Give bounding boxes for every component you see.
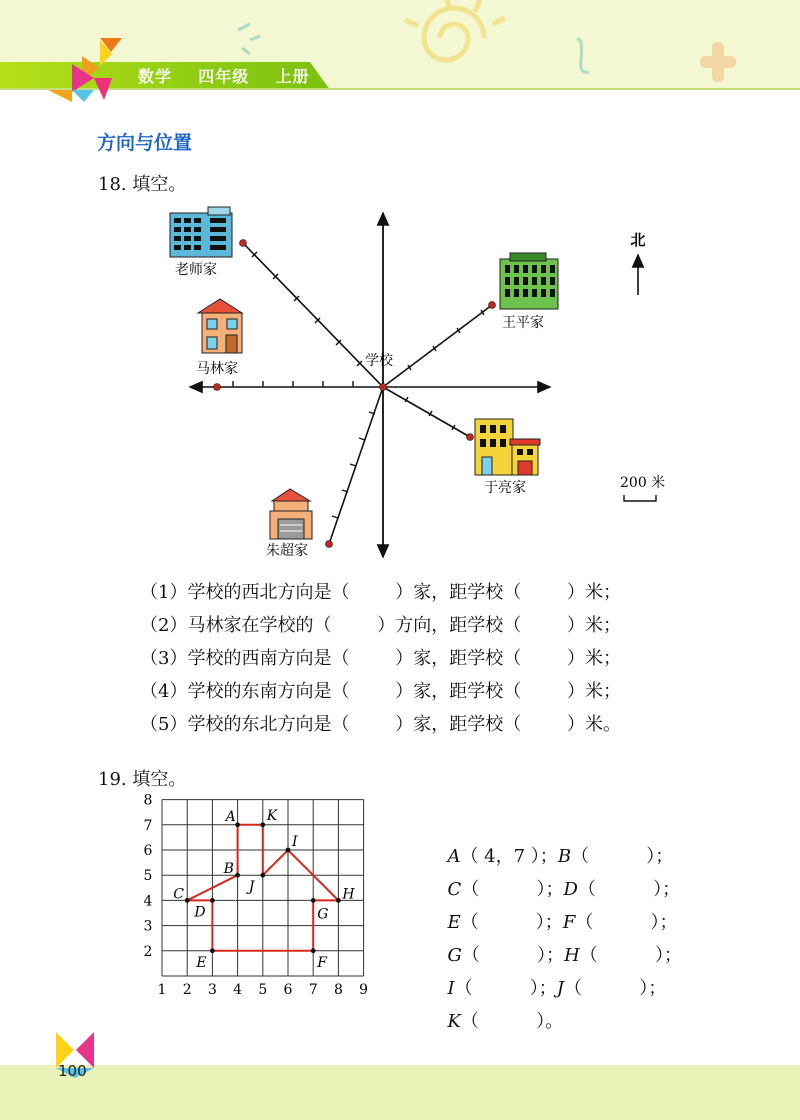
point-d-dot — [210, 898, 215, 903]
y-tick-label: 2 — [143, 943, 153, 960]
answer-blank: （ ）； — [571, 846, 674, 867]
point-k-label: K — [266, 807, 278, 824]
page-number: 100 — [58, 1062, 87, 1080]
zhu-home-dot — [326, 541, 333, 548]
point-h-dot — [336, 898, 341, 903]
answer-label: K — [447, 1011, 461, 1032]
point-e-label: E — [196, 954, 207, 971]
answer-label: B — [557, 846, 572, 867]
answer-label: E — [447, 912, 461, 933]
q18-line-5: （5）学校的东北方向是（ ）家，距学校（ ）米。 — [140, 714, 621, 735]
question-18-title: 18. 填空。 — [98, 174, 187, 195]
y-tick-label: 8 — [143, 792, 153, 809]
point-f-dot — [311, 948, 316, 953]
ray-teacher — [243, 243, 383, 387]
answer-label: J — [556, 978, 565, 999]
answer-blank: （ 4，7 ）； — [460, 846, 558, 867]
point-g-dot — [311, 898, 316, 903]
scale-label: 200 米 — [620, 475, 666, 491]
point-a-label: A — [225, 808, 236, 825]
y-tick-label: 3 — [143, 918, 153, 935]
x-tick-label: 6 — [283, 982, 293, 998]
answer-blank: （ ）； — [564, 978, 667, 999]
answer-blank: （ ）； — [577, 879, 681, 900]
ray-yu — [383, 387, 470, 437]
point-e-dot — [210, 948, 215, 953]
scale-ticks — [233, 252, 484, 518]
answer-row-6 — [436, 986, 563, 1033]
x-tick-label: 7 — [308, 982, 318, 998]
ray-wang — [383, 305, 492, 387]
teacher-home-dot — [240, 240, 247, 247]
zhu-home-label: 朱超家 — [266, 543, 308, 559]
ma-home-dot — [214, 384, 221, 391]
y-tick-label: 4 — [143, 893, 153, 910]
sun-doodle-icon — [405, 0, 505, 60]
plus-doodle-icon — [700, 42, 736, 82]
q18-line-2: （2）马林家在学校的（ ）方向，距学校（ ）米； — [140, 615, 621, 636]
wang-home-label: 王平家 — [502, 315, 544, 331]
header-title: 数学 四年级 上册 — [138, 67, 310, 86]
answer-blank: （ ）。 — [460, 1011, 564, 1032]
y-tick-label: 7 — [143, 817, 153, 834]
answer-blank: （ ）； — [461, 879, 564, 900]
coordinate-grid — [130, 788, 380, 1003]
point-a-dot — [235, 822, 240, 827]
answer-blank: （ ）； — [460, 912, 563, 933]
teacher-building-icon — [170, 207, 232, 257]
point-j-label: J — [248, 879, 255, 896]
answer-blank: （ ）； — [454, 978, 557, 999]
point-i-label: I — [292, 834, 298, 850]
footer-background — [0, 1065, 800, 1120]
answer-label: D — [563, 879, 578, 900]
point-c-dot — [185, 898, 190, 903]
x-tick-label: 4 — [233, 982, 243, 998]
section-title: 方向与位置 — [97, 132, 193, 154]
scale-bar — [624, 495, 656, 501]
yu-building-icon — [475, 419, 540, 475]
q18-line-3: （3）学校的西南方向是（ ）家，距学校（ ）米； — [140, 648, 621, 669]
answer-blank: （ ）； — [575, 912, 678, 933]
x-tick-label: 9 — [359, 982, 369, 998]
point-b-dot — [235, 873, 240, 878]
tangram-logo-icon — [42, 34, 132, 106]
point-b-label: B — [223, 861, 234, 878]
x-tick-label: 3 — [207, 982, 217, 998]
x-tick-label: 8 — [333, 982, 343, 998]
point-j-dot — [260, 873, 265, 878]
answer-label: A — [447, 846, 461, 867]
ma-home-label: 马林家 — [196, 361, 238, 377]
answer-label: C — [447, 879, 462, 900]
direction-map — [150, 195, 690, 565]
point-d-label: D — [194, 904, 206, 921]
yu-home-dot — [467, 434, 474, 441]
point-k-dot — [260, 822, 265, 827]
point-i-dot — [286, 848, 291, 853]
zhu-house-icon — [270, 489, 312, 539]
teacher-home-label: 老师家 — [175, 262, 217, 278]
point-g-label: G — [317, 906, 329, 923]
point-h-label: H — [342, 886, 355, 903]
answer-label: F — [562, 912, 576, 933]
north-label: 北 — [630, 231, 646, 249]
point-f-label: F — [317, 954, 327, 971]
school-dot — [380, 384, 387, 391]
answer-label: G — [447, 945, 462, 966]
point-c-label: C — [173, 886, 184, 903]
question-19-title: 19. 填空。 — [98, 769, 187, 790]
yu-home-label: 于亮家 — [484, 480, 526, 496]
x-tick-label: 5 — [258, 982, 268, 998]
answer-label: H — [564, 945, 580, 966]
q18-line-4: （4）学校的东南方向是（ ）家，距学校（ ）米； — [140, 681, 621, 702]
ma-house-icon — [198, 299, 242, 353]
q18-line-1: （1）学校的西北方向是（ ）家，距学校（ ）米； — [140, 582, 621, 603]
y-tick-label: 6 — [143, 843, 153, 859]
x-tick-label: 2 — [182, 982, 192, 998]
wang-home-dot — [489, 302, 496, 309]
answer-blank: （ ）； — [579, 945, 682, 966]
wang-building-icon — [500, 253, 558, 309]
answer-label: I — [447, 978, 455, 999]
answer-blank: （ ）； — [461, 945, 565, 966]
x-tick-label: 1 — [157, 982, 167, 998]
school-label: 学校 — [365, 353, 393, 369]
y-tick-label: 5 — [143, 868, 153, 885]
